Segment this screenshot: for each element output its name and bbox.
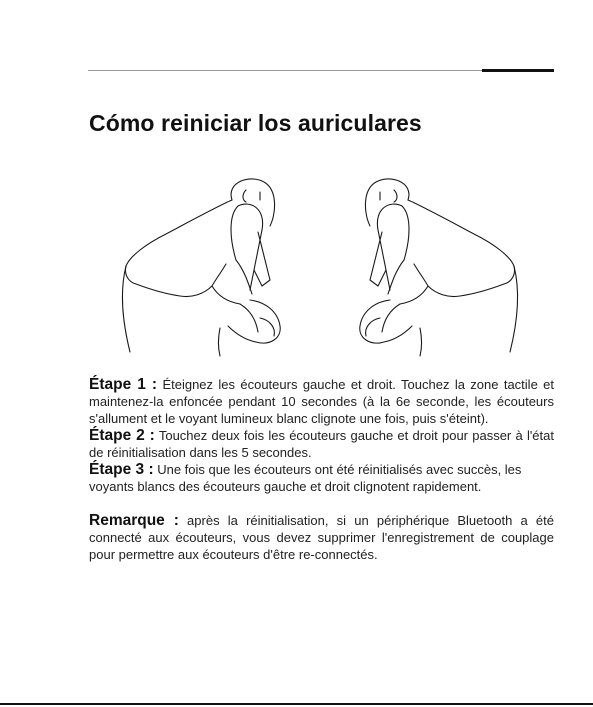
step-2-text: Touchez deux fois les écouteurs gauche et droit pour passer à l'état de réinitialisation dans les 5 secondes. [89,428,554,460]
instructions [89,376,554,563]
step-3 [89,461,554,495]
note-label: Remarque : [89,512,179,529]
step-3-label: Étape 3 : [89,461,154,478]
step-1 [89,376,554,427]
page-title: Cómo reiniciar los auriculares [89,110,422,136]
step-3-text: Une fois que les écouteurs ont été réinitialisés avec succès, les voyants blancs des écouteurs gauche et droit clignotent rapidement. [89,462,522,494]
hands-holding-earbuds-illustration [100,170,540,360]
step-1-label: Étape 1 : [89,376,158,393]
footer-rule [0,703,593,705]
step-2-label: Étape 2 : [89,427,155,444]
step-2 [89,427,554,461]
note [89,512,554,563]
note-text: après la réinitialisation, si un périphérique Bluetooth a été connecté aux écouteurs, vous devez supprimer l'enregistrement de couplage pour permettre aux écouteurs d'être re-connectés. [89,513,554,562]
right-hand-illustration [360,179,518,356]
left-hand-illustration [123,179,281,356]
header-rule [88,70,482,71]
header-rule-accent [482,69,554,72]
step-1-text: Éteignez les écouteurs gauche et droit. Touchez la zone tactile et maintenez-la enfoncée pendant 10 secondes (à la 6e seconde, les écouteurs s'allument et le voyant lumineux blanc clignote une fois, puis s'éteint). [89,377,554,426]
